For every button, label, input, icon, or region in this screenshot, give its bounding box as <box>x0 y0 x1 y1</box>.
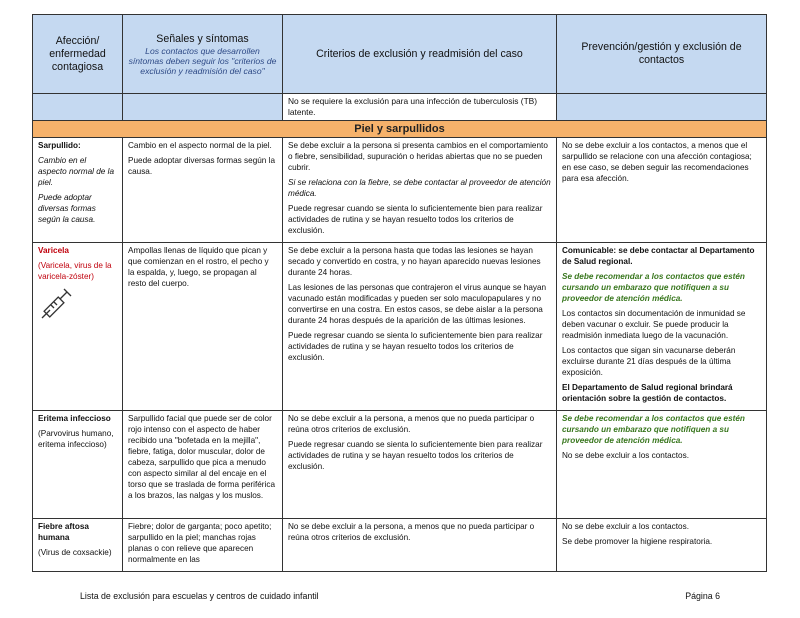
communicable-note: Comunicable: se debe contactar al Departamento de Salud regional. <box>562 246 755 266</box>
page-number: Página 6 <box>685 591 720 601</box>
pregnancy-note: Se debe recomendar a los contactos que estén cursando un embarazo que notifiquen a su proveedor de atención médica. <box>562 272 745 303</box>
exclusion-table-page <box>32 14 766 572</box>
condition-name: Sarpullido: <box>38 141 81 150</box>
symptom-text: Ampollas llenas de líquido que pican y que comienzan en el rostro, el pecho y la espalda, y, luego, se propagan al resto del cuerpo. <box>128 246 269 288</box>
criteria-text: Puede regresar cuando se sienta lo suficientemente bien para realizar actividades de rutina y se hayan resuelto todos los criterios de exclusión. <box>288 440 543 471</box>
table-row <box>33 138 767 243</box>
symptom-text: Fiebre; dolor de garganta; poco apetito; sarpullido en la piel; manchas rojas planas o con relieve que aparecen normalmente en las <box>128 522 272 564</box>
criteria-text: No se debe excluir a la persona, a menos que no pueda participar o reúna otros criterios de exclusión. <box>288 522 535 542</box>
condition-name: Fiebre aftosa humana <box>38 522 89 542</box>
section-title: Piel y sarpullidos <box>33 121 767 138</box>
condition-name: Varicela <box>38 246 69 255</box>
exclusion-table <box>32 14 767 572</box>
table-header-row <box>33 15 767 94</box>
prevention-bold-note: El Departamento de Salud regional brindará orientación sobre la gestión de contactos. <box>562 383 733 403</box>
criteria-text: Las lesiones de las personas que contrajeron el virus aunque se hayan vacunado están modificadas y pueden ser solo maculopapulares y no convertirse en una costra. En estos casos, se debe aislar a la persona durante 24 horas después de la aparición de las últimas lesiones. <box>288 283 547 325</box>
prevention-text: Los contactos sin documentación de inmunidad se deben vacunar o excluir. Se puede producir la readmisión inmediata luego de la vacunación. <box>562 309 746 340</box>
condition-subtitle: (Varicela, virus de la varicela-zóster) <box>38 261 112 281</box>
condition-subtitle: (Parvovirus humano, eritema infeccioso) <box>38 429 114 449</box>
header-symptoms: Señales y síntomas Los contactos que desarrollen síntomas deben seguir los "criterios de exclusión y readmisión del caso" <box>123 15 283 94</box>
criteria-text: Puede regresar cuando se sienta lo suficientemente bien para realizar actividades de rutina y se hayan resuelto todos los criterios de exclusión. <box>288 331 543 362</box>
prevention-text: Se debe promover la higiene respiratoria. <box>562 537 713 546</box>
criteria-text: Si se relaciona con la fiebre, se debe contactar al proveedor de atención médica. <box>288 178 551 198</box>
table-row <box>33 411 767 519</box>
footer-title: Lista de exclusión para escuelas y centros de cuidado infantil <box>80 591 319 601</box>
symptom-text: Sarpullido facial que puede ser de color rojo intenso con el aspecto de haber recibido una "bofetada en la mejilla", fiebre, fatiga, dolor muscular, dolor de cabeza, sarpullido que pica a menudo con aspecto similar al del encaje en el torso que se traslada de forma periférica a los brazos, las nalgas y los muslos. <box>128 414 275 500</box>
table-row <box>33 243 767 411</box>
condition-name: Eritema infeccioso <box>38 414 111 423</box>
tb-row <box>33 94 767 121</box>
criteria-text: Puede regresar cuando se sienta lo suficientemente bien para realizar actividades de rutina y se hayan resuelto todos los criterios de exclusión. <box>288 204 543 235</box>
header-symptoms-note: Los contactos que desarrollen síntomas deben seguir los "criterios de exclusión y readmisión del caso" <box>128 45 277 76</box>
criteria-text: Se debe excluir a la persona hasta que todas las lesiones se hayan secado y convertido en costra, y no hayan aparecido nuevas lesiones durante 24 horas. <box>288 246 541 277</box>
syringe-icon <box>38 288 117 325</box>
condition-note: Cambio en el aspecto normal de la piel. <box>38 156 115 187</box>
condition-note: Puede adoptar diversas formas según la causa. <box>38 193 96 224</box>
tb-text: No se requiere la exclusión para una infección de tuberculosis (TB) latente. <box>283 94 557 121</box>
criteria-text: No se debe excluir a la persona, a menos que no pueda participar o reúna otros criterios de exclusión. <box>288 414 535 434</box>
table-row <box>33 519 767 572</box>
criteria-text: Se debe excluir a la persona si presenta cambios en el comportamiento o fiebre, sensibilidad, supuración o heridas abiertas que no se pueden cubrir. <box>288 141 548 172</box>
condition-subtitle: (Virus de coxsackie) <box>38 548 112 557</box>
header-prevention: Prevención/gestión y exclusión de contactos <box>557 15 767 94</box>
prevention-text: No se debe excluir a los contactos. <box>562 522 689 531</box>
pregnancy-note: Se debe recomendar a los contactos que estén cursando un embarazo que notifiquen a su proveedor de atención médica. <box>562 414 745 445</box>
header-condition: Afección/ enfermedad contagiosa <box>33 15 123 94</box>
symptom-text: Puede adoptar diversas formas según la causa. <box>128 156 276 176</box>
prevention-text: No se debe excluir a los contactos. <box>562 451 689 460</box>
symptom-text: Cambio en el aspecto normal de la piel. <box>128 141 272 150</box>
prevention-text: Los contactos que sigan sin vacunarse deberán excluirse durante 21 días después de la última exposición. <box>562 346 736 377</box>
prevention-text: No se debe excluir a los contactos, a menos que el sarpullido se relacione con una afección contagiosa; en ese caso, se deben seguir las recomendaciones para esa afección. <box>562 141 752 183</box>
page-footer <box>80 591 720 601</box>
header-criteria: Criterios de exclusión y readmisión del caso <box>283 15 557 94</box>
section-header <box>33 121 767 138</box>
